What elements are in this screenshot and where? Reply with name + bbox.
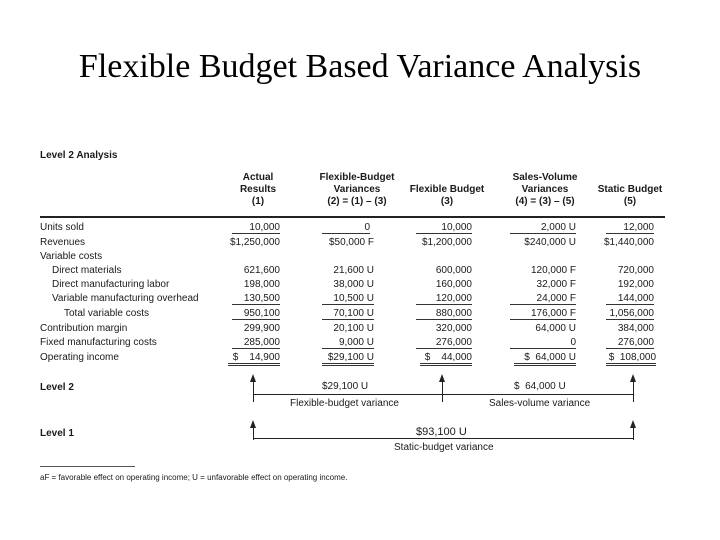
cell-static-budget: $1,440,000 [603, 237, 654, 248]
col-header-flexible-budget-variances: Flexible-Budget Variances (2) = (1) – (3) [319, 172, 395, 207]
header-rule [40, 216, 665, 218]
table-row [40, 323, 665, 337]
col-header-static-budget: Static Budget (5) [597, 184, 663, 207]
col-header-actual: Actual Results (1) [239, 172, 277, 207]
row-label: Direct materials [52, 265, 122, 276]
footnote-rule [40, 466, 135, 467]
row-label: Revenues [40, 237, 86, 248]
cell-flex-variance: 10,500 U [322, 293, 374, 305]
cell-flexible-budget: 320,000 [435, 323, 472, 334]
cell-flex-variance: 70,100 U [322, 308, 374, 320]
cell-actual: 285,000 [232, 337, 280, 349]
cell-static-budget: 192,000 [617, 279, 654, 290]
level1-static-value: $93,100 U [416, 426, 467, 438]
row-label: Fixed manufacturing costs [40, 337, 157, 348]
cell-flexible-budget: 276,000 [416, 337, 472, 349]
table-row [40, 222, 665, 236]
variance-analysis-table [40, 148, 665, 488]
table-row [40, 237, 665, 251]
cell-actual: 621,600 [243, 265, 280, 276]
level1-right-tick [633, 426, 634, 440]
static-budget-variance-caption: Static-budget variance [394, 442, 494, 453]
cell-sales-variance: 176,000 F [510, 308, 576, 320]
table-row [40, 293, 665, 307]
cell-flexible-budget: 880,000 [416, 308, 472, 320]
flexible-budget-variance-caption: Flexible-budget variance [290, 398, 399, 409]
analysis-heading: Level 2 Analysis [40, 150, 118, 161]
cell-actual: 10,000 [232, 222, 280, 234]
cell-static-budget: 384,000 [617, 323, 654, 334]
cell-sales-variance: 120,000 F [530, 265, 576, 276]
cell-actual: 130,500 [232, 293, 280, 305]
row-label: Units sold [40, 222, 84, 233]
row-label: Contribution margin [40, 323, 128, 334]
table-row [40, 308, 665, 322]
row-label: Total variable costs [64, 308, 150, 319]
cell-actual: 950,100 [232, 308, 280, 320]
cell-static-budget: 12,000 [606, 222, 654, 234]
cell-flexible-budget: 160,000 [435, 279, 472, 290]
cell-sales-variance: 2,000 U [510, 222, 576, 234]
cell-flex-variance: 21,600 U [333, 265, 374, 276]
table-row [40, 265, 665, 279]
cell-static-budget: 1,056,000 [606, 308, 654, 320]
cell-static-budget: 144,000 [606, 293, 654, 305]
row-label: Operating income [40, 352, 119, 363]
cell-flex-variance: 20,100 U [333, 323, 374, 334]
cell-sales-variance: $ 64,000 U [514, 352, 576, 366]
cell-sales-variance: 32,000 F [536, 279, 576, 290]
cell-flexible-budget: $1,200,000 [421, 237, 472, 248]
cell-flexible-budget: $ 44,000 [420, 352, 472, 366]
level1-label: Level 1 [40, 428, 74, 439]
cell-flexible-budget: 600,000 [435, 265, 472, 276]
table-row [40, 279, 665, 293]
cell-actual: 299,900 [243, 323, 280, 334]
cell-flex-variance: 9,000 U [322, 337, 374, 349]
cell-flexible-budget: 120,000 [416, 293, 472, 305]
cell-actual: 198,000 [243, 279, 280, 290]
cell-flex-variance: 38,000 U [333, 279, 374, 290]
level2-mid-tick [442, 380, 443, 402]
cell-actual: $1,250,000 [229, 237, 280, 248]
cell-static-budget: 276,000 [606, 337, 654, 349]
cell-sales-variance: 24,000 F [510, 293, 576, 305]
table-row [40, 251, 665, 265]
level2-sales-value: $ 64,000 U [514, 381, 566, 392]
cell-actual: $ 14,900 [228, 352, 280, 366]
footnote: aF = favorable effect on operating income; U = unfavorable effect on operating income. [40, 473, 348, 482]
cell-flex-variance: 0 [322, 222, 370, 234]
level2-right-tick [633, 380, 634, 402]
cell-sales-variance: 64,000 U [535, 323, 576, 334]
cell-static-budget: $ 108,000 [606, 352, 656, 366]
level2-left-tick [253, 380, 254, 402]
cell-flex-variance: $29,100 U [322, 352, 374, 366]
level2-flex-value: $29,100 U [322, 381, 369, 392]
row-label: Direct manufacturing labor [52, 279, 170, 290]
level1-bracket-line [253, 438, 633, 439]
cell-flex-variance: $50,000 F [328, 237, 374, 248]
slide-title: Flexible Budget Based Variance Analysis [78, 48, 642, 85]
cell-sales-variance: 0 [510, 337, 576, 349]
cell-flexible-budget: 10,000 [416, 222, 472, 234]
row-label: Variable manufacturing overhead [52, 293, 199, 304]
sales-volume-variance-caption: Sales-volume variance [489, 398, 591, 409]
cell-static-budget: 720,000 [617, 265, 654, 276]
col-header-flexible-budget: Flexible Budget (3) [409, 184, 485, 207]
table-row [40, 352, 665, 366]
row-label: Variable costs [40, 251, 103, 262]
col-header-sales-volume-variances: Sales-Volume Variances (4) = (3) – (5) [512, 172, 578, 207]
level2-bracket-line [253, 394, 633, 395]
cell-sales-variance: $240,000 U [524, 237, 576, 248]
level2-label: Level 2 [40, 382, 74, 393]
table-row [40, 337, 665, 351]
